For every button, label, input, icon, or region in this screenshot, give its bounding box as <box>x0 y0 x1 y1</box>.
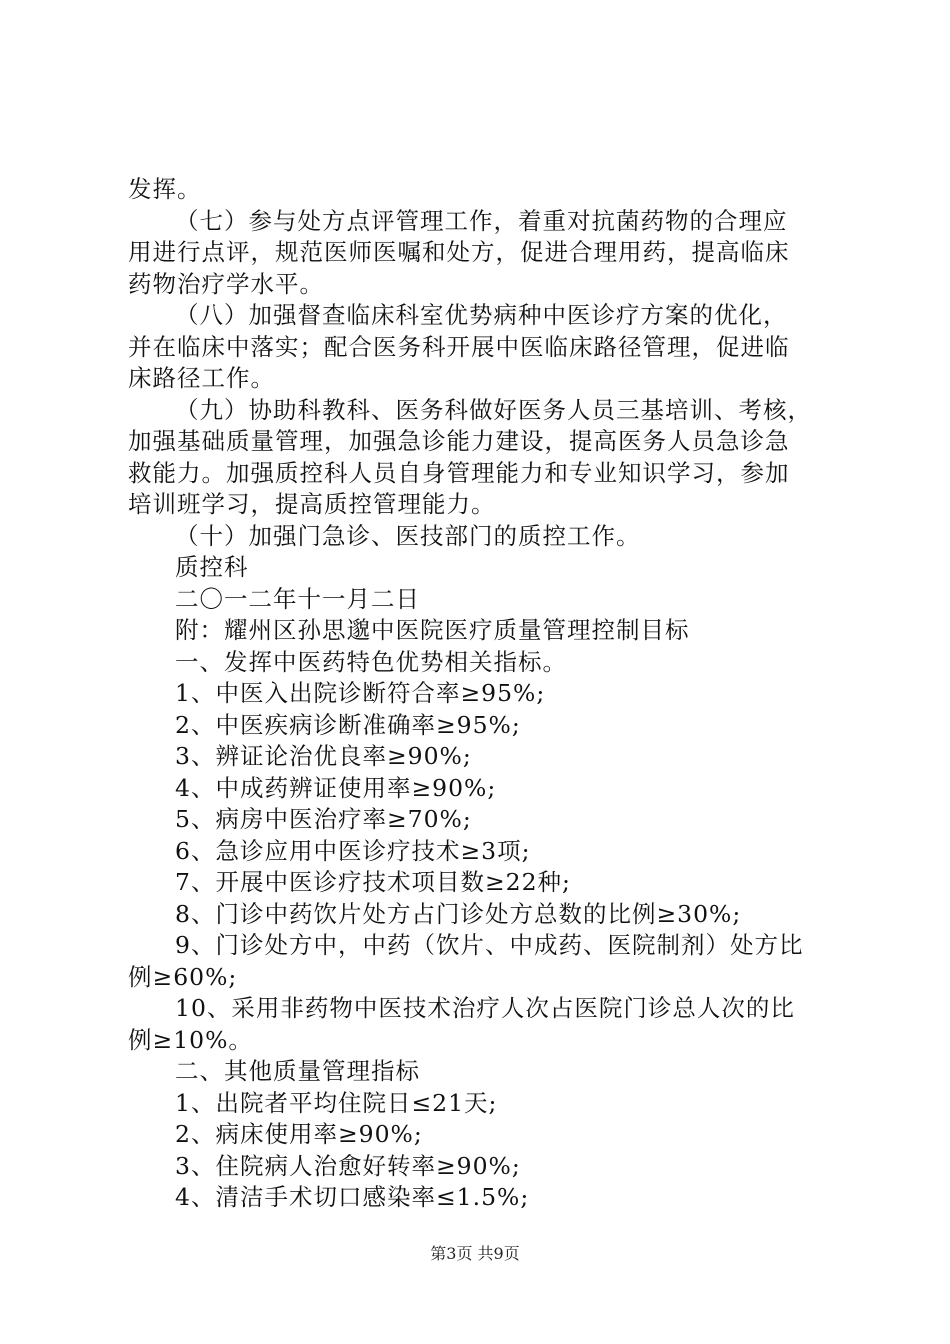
text-line: 发挥。 <box>128 175 202 203</box>
page-footer: 第3页 共9页 <box>430 1244 520 1263</box>
text-line: （十）加强门急诊、医技部门的质控工作。 <box>175 521 641 550</box>
text-line: 并在临床中落实；配合医务科开展中医临床路径管理，促进临 <box>128 332 790 361</box>
text-line: 床路径工作。 <box>128 364 275 392</box>
text-line: 例≥10%。 <box>128 1025 253 1054</box>
text-line: 1、中医入出院诊断符合率≥95%; <box>175 679 546 707</box>
text-line: （七）参与处方点评管理工作，着重对抗菌药物的合理应 <box>175 206 788 235</box>
text-line: 4、中成药辨证使用率≥90%; <box>175 773 497 802</box>
text-line: 救能力。加强质控科人员自身管理能力和专业知识学习，参加 <box>128 458 790 487</box>
text-line: 3、住院病人治愈好转率≥90%; <box>175 1151 521 1180</box>
text-line: 1、出院者平均住院日≤21天; <box>175 1088 498 1117</box>
text-line: 4、清洁手术切口感染率≤1.5%; <box>175 1183 530 1211</box>
text-line: 10、采用非药物中医技术治疗人次占医院门诊总人次的比 <box>175 994 795 1022</box>
text-line: 3、辨证论治优良率≥90%; <box>175 742 472 770</box>
document-body <box>128 174 828 1214</box>
text-line: （八）加强督查临床科室优势病种中医诊疗方案的优化， <box>175 301 788 329</box>
text-line: 9、门诊处方中，中药（饮片、中成药、医院制剂）处方比 <box>175 931 804 959</box>
text-line: 7、开展中医诊疗技术项目数≥22种; <box>175 868 571 896</box>
text-line: （九）协助科教科、医务科做好医务人员三基培训、考核， <box>175 395 812 424</box>
text-line: 药物治疗学水平。 <box>128 269 324 298</box>
text-line: 用进行点评，规范医师医嘱和处方，促进合理用药，提高临床 <box>128 238 790 266</box>
text-line: 6、急诊应用中医诊疗技术≥3项; <box>175 836 531 865</box>
text-line: 5、病房中医治疗率≥70%; <box>175 805 472 833</box>
text-line: 培训班学习，提高质控管理能力。 <box>128 490 496 518</box>
text-line: 一、发挥中医药特色优势相关指标。 <box>175 647 567 676</box>
text-line: 附：耀州区孙思邈中医院医疗质量管理控制目标 <box>175 616 690 644</box>
text-line: 8、门诊中药饮片处方占门诊处方总数的比例≥30%; <box>175 899 742 928</box>
text-line: 二〇一二年十一月二日 <box>175 584 420 613</box>
text-line: 例≥60%; <box>128 962 238 991</box>
text-line: 加强基础质量管理，加强急诊能力建设，提高医务人员急诊急 <box>128 427 790 455</box>
text-line: 质控科 <box>175 553 249 581</box>
text-line: 2、病床使用率≥90%; <box>175 1120 423 1148</box>
text-line: 2、中医疾病诊断准确率≥95%; <box>175 710 521 739</box>
text-line: 二、其他质量管理指标 <box>175 1057 420 1085</box>
